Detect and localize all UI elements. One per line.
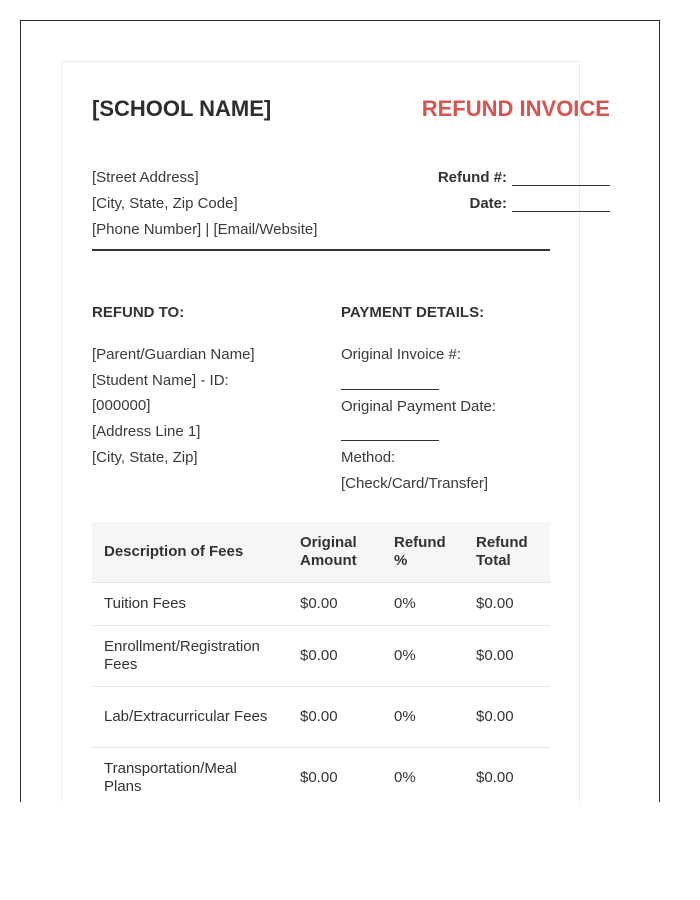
guardian-name: [Parent/Guardian Name] (92, 346, 255, 363)
original-invoice-blank[interactable] (341, 368, 439, 390)
date-label: Date: (469, 195, 507, 212)
table-header-row (92, 522, 550, 583)
fees-table (92, 522, 550, 809)
payment-details-block (341, 342, 496, 497)
fee-refund-percent: 0% (382, 687, 464, 748)
fee-description: Lab/Extracurricular Fees (92, 687, 288, 748)
fee-original-amount: $0.00 (288, 626, 382, 687)
table-row (92, 583, 550, 626)
original-invoice-label: Original Invoice #: (341, 346, 462, 363)
city-state-zip-recipient: [City, State, Zip] (92, 448, 198, 466)
date-blank[interactable] (512, 197, 610, 212)
fee-refund-total: $0.00 (464, 748, 550, 809)
refund-to-block (92, 342, 255, 471)
header-refund-percent: Refund % (382, 522, 464, 583)
date-row (469, 195, 610, 212)
fee-description: Enrollment/Registration Fees (92, 626, 288, 687)
payment-details-heading: PAYMENT DETAILS: (341, 304, 485, 321)
refund-number-label: Refund #: (437, 169, 507, 186)
document-title: REFUND INVOICE (421, 96, 610, 121)
fee-refund-total: $0.00 (464, 687, 550, 748)
table-row (92, 626, 550, 687)
original-payment-date-label: Original Payment Date: (341, 397, 497, 415)
fee-description: Tuition Fees (92, 583, 288, 626)
method-value: [Check/Card/Transfer] (341, 475, 488, 493)
original-payment-date-blank[interactable] (341, 419, 439, 441)
header-description: Description of Fees (92, 522, 288, 583)
fee-refund-percent: 0% (382, 626, 464, 687)
school-name: [SCHOOL NAME] (92, 96, 272, 121)
address-line-1: [Address Line 1] (92, 423, 201, 441)
header-refund-total: Refund Total (464, 522, 550, 583)
refund-number-row (438, 169, 610, 186)
method-label: Method: (341, 449, 396, 467)
fee-refund-percent: 0% (382, 583, 464, 626)
student-name-id: [Student Name] - ID: (92, 371, 229, 389)
header-original-amount: Original Amount (288, 522, 382, 583)
fee-original-amount: $0.00 (288, 748, 382, 809)
fee-description: Transportation/Meal Plans (92, 748, 288, 809)
fee-refund-percent: 0% (382, 748, 464, 809)
fee-refund-total: $0.00 (464, 583, 550, 626)
page-bottom-mask (0, 802, 700, 900)
table-row (92, 687, 550, 748)
header-divider (92, 249, 550, 251)
refund-number-blank[interactable] (512, 171, 610, 186)
fee-original-amount: $0.00 (288, 687, 382, 748)
city-state-zip: [City, State, Zip Code] (92, 195, 238, 212)
phone-email: [Phone Number] | [Email/Website] (92, 221, 318, 238)
refund-to-heading: REFUND TO: (92, 304, 185, 321)
table-row (92, 748, 550, 809)
fee-refund-total: $0.00 (464, 626, 550, 687)
fee-original-amount: $0.00 (288, 583, 382, 626)
student-id: [000000] (92, 397, 151, 415)
street-address: [Street Address] (92, 169, 199, 186)
